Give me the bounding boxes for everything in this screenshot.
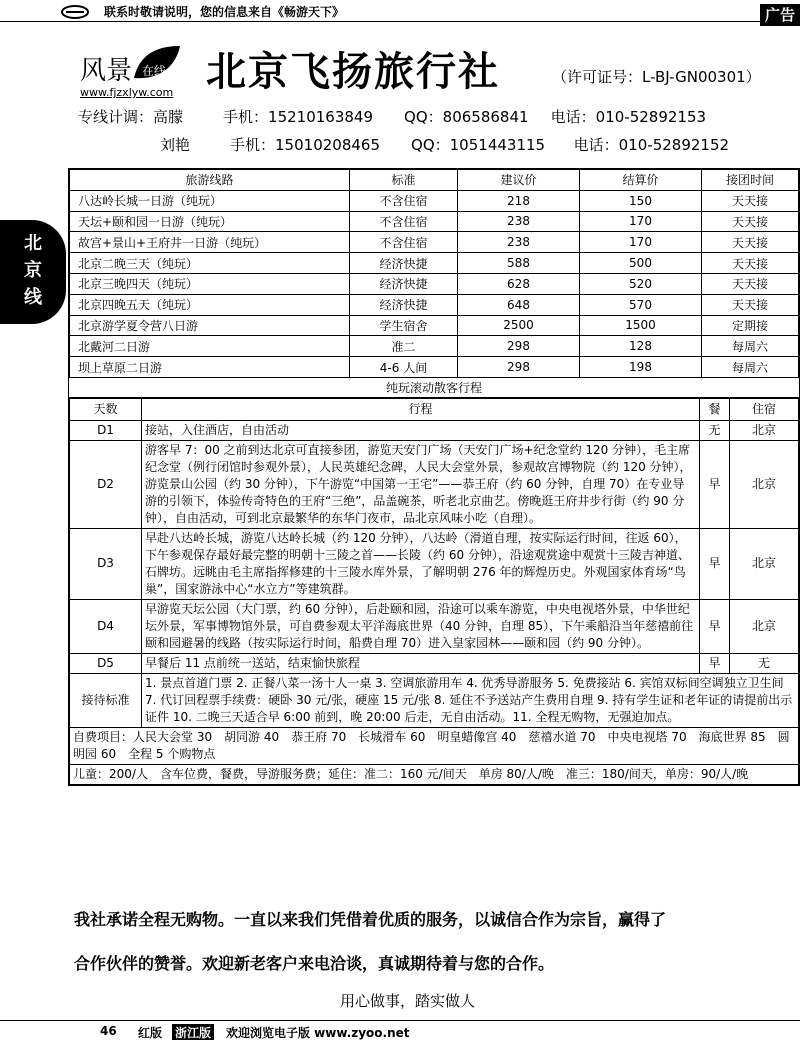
itinerary-day-row: D1 接站，入住酒店，自由活动 无 北京 — [70, 420, 799, 440]
brand-name: 风景 — [80, 56, 133, 86]
children-pricing: 儿童：200/人 含车位费，餐费，导游服务费；延住：准二：160 元/间天 单房 80/人/晚 准三：180/间天，单房：90/人/晚 — [70, 764, 799, 784]
table-row: 北戴河二日游 准二 298 128 每周六 — [70, 336, 799, 357]
contact-mobile: 15010208465 — [275, 136, 380, 154]
license-number: （许可证号：L-BJ-GN00301） — [552, 68, 761, 86]
service-standard-row — [70, 673, 799, 727]
page-footer — [0, 1020, 800, 1040]
itinerary-day-row: D2 游客早 7：00 之前到达北京可直接参团，游览天安门广场（天安门广场+纪念堂约 120 分钟），毛主席纪念堂（例行闭馆时参观外景），人民英雄纪念碑，人民大会堂外景，参观故宫博物院（约 120 分钟），游览景山公园（约 30 分钟），下午游览“中国第一王宅”——恭王府（约 60 分钟，自理 70）在专业导游的引领下，体验传奇特色的王府“三绝”，品盖碗茶，听老北京曲艺。傍晚逛王府井步行街（约 90 分钟），自由活动，可到北京最繁华的东华门夜市，品北京风味小吃（自理）。 早 北京 — [70, 440, 799, 528]
itinerary-header-row: 天数 行程 餐 住宿 — [70, 398, 799, 420]
table-header-row — [70, 170, 799, 191]
table-row: 北京二晚三天（纯玩） 经济快捷 588 500 天天接 — [70, 253, 799, 274]
itinerary-table — [69, 398, 799, 785]
table-row: 北京游学夏令营八日游 学生宿舍 2500 1500 定期接 — [70, 315, 799, 336]
agency-title: 北京飞扬旅行社 — [206, 48, 500, 95]
ad-badge: 广告 — [760, 4, 800, 26]
contact-qq: 806586841 — [442, 108, 529, 126]
col-suggested-price: 建议价 — [458, 170, 580, 191]
optional-extras: 自费项目：人民大会堂 30 胡同游 40 恭王府 70 长城滑车 60 明皇蜡像宫 40 慈禧水道 70 中央电视塔 70 海底世界 85 圆明园 60 全程 5 个购物点 — [70, 727, 799, 764]
itinerary-day-row: D5 早餐后 11 点前统一送站，结束愉快旅程 早 无 — [70, 653, 799, 673]
contact-row: 刘艳 手机：15010208465 QQ：1051443115 电话：010-52892152 — [160, 136, 730, 154]
price-table-section — [68, 168, 800, 786]
table-row: 八达岭长城一日游（纯玩） 不含住宿 218 150 天天接 — [70, 190, 799, 211]
itinerary-day-row: D4 早游览天坛公园（大门票，约 60 分钟），后赴颐和园，沿途可以乘车游览，中央电视塔外景，中华世纪坛外景，军事博物馆外景，可自费参观太平洋海底世界（40 分钟，自理 85），下午乘船沿当年慈禧前往颐和园避暑的线路（按实际运行时间，船费自理 70）进入皇家园林——颐和园（约 90 分钟）。 早 北京 — [70, 599, 799, 653]
contact-name: 高朦 — [153, 108, 184, 126]
contact-row: 专线计调：高朦 手机：15210163849 QQ：806586841 电话：010-52892153 — [78, 108, 707, 126]
table-row: 北京四晚五天（纯玩） 经济快捷 648 570 天天接 — [70, 294, 799, 315]
service-standard-text: 1. 景点首道门票 2. 正餐八菜一汤十人一桌 3. 空调旅游用车 4. 优秀导游服务 5. 免费接站 6. 宾馆双标间空调独立卫生间 7. 代订回程票手续费：硬卧 30 元/张，硬座 15 元/张 8. 延住不予送站产生费用自理 9. 持有学生证和老年证的请提前出示证件 10. 二晚三天适合早 6:00 前到，晚 20:00 后走，无自由活动。11. 全程无购物，无强迫加点。 — [142, 673, 799, 727]
magazine-logo-icon — [60, 3, 90, 19]
source-notice: 联系时敬请说明，您的信息来自《畅游天下》 — [104, 5, 345, 19]
children-row — [70, 764, 799, 784]
contact-tel: 010-52892152 — [618, 136, 730, 154]
col-pickup-time: 接团时间 — [702, 170, 799, 191]
edition-label: 红版 — [138, 1026, 163, 1040]
top-banner — [0, 0, 800, 22]
brand-tag: 在线 — [142, 64, 167, 78]
table-row: 天坛+颐和园一日游（纯玩） 不含住宿 238 170 天天接 — [70, 211, 799, 232]
itinerary-banner: 纯玩滚动散客行程 — [69, 378, 799, 398]
route-price-table — [69, 169, 799, 378]
contact-name: 刘艳 — [160, 136, 191, 154]
contact-tel: 010-52892153 — [595, 108, 707, 126]
motto: 用心做事，踏实做人 — [340, 992, 476, 1010]
footer-url[interactable]: 欢迎浏览电子版 www.zyoo.net — [226, 1026, 410, 1040]
col-route: 旅游线路 — [70, 170, 350, 191]
contact-qq: 1051443115 — [449, 136, 546, 154]
region-tab: 北 京 线 — [0, 220, 66, 324]
contact-mobile: 15210163849 — [268, 108, 374, 126]
itinerary-day-row: D3 早赴八达岭长城，游览八达岭长城（约 120 分钟），八达岭（滑道自理，按实际运行时间，往返 60），下午参观保存最好最完整的明朝十三陵之首——长陵（约 60 分钟），沿途观赏途中观赏十三陵吉神道、石牌坊。远眺由毛主席指挥修建的十三陵水库外景，了解明朝 276 年的辉煌历史。外观国家体育场“鸟巢”，国家游泳中心“水立方”等建筑群。 早 北京 — [70, 528, 799, 599]
extras-row — [70, 727, 799, 764]
page-number: 46 — [100, 1024, 117, 1038]
table-row: 故宫+景山+王府井一日游（纯玩） 不含住宿 238 170 天天接 — [70, 232, 799, 253]
table-row: 坝上草原二日游 4-6 人间 298 198 每周六 — [70, 357, 799, 378]
company-pledge: 我社承诺全程无购物。一直以来我们凭借着优质的服务，以诚信合作为宗旨，赢得了 合作伙伴的赞誉。欢迎新老客户来电洽谈，真诚期待着与您的合作。 — [74, 910, 667, 973]
col-settle-price: 结算价 — [580, 170, 702, 191]
province-edition: 浙江版 — [172, 1024, 214, 1040]
service-standard-label: 接待标准 — [70, 673, 142, 727]
table-row: 北京三晚四天（纯玩） 经济快捷 628 520 天天接 — [70, 273, 799, 294]
brand-url[interactable]: www.fjzxlyw.com — [80, 86, 174, 99]
col-standard: 标准 — [350, 170, 458, 191]
